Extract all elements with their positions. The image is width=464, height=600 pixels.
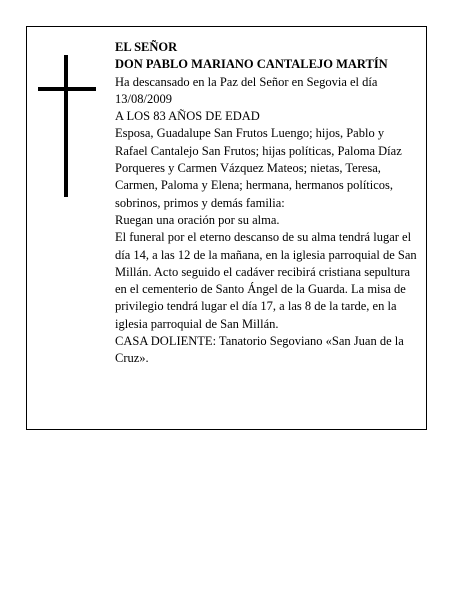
mourning-home: CASA DOLIENTE: Tanatorio Segoviano «San Juan de la Cruz». (115, 334, 404, 366)
cross-icon (64, 55, 68, 197)
obituary-title: EL SEÑOR (115, 40, 178, 54)
cross-icon-crossbar (38, 87, 96, 91)
rest-statement: Ha descansado en la Paz del Señor en Segovia el día 13/08/2009 (115, 74, 378, 106)
family-list: Esposa, Guadalupe San Frutos Luengo; hijos, Pablo y Rafael Cantalejo San Frutos; hijas políticas, Paloma Díaz Porqueres y Carmen Vázquez Mateos; nietas, Teresa, Carmen, Paloma y Elena; hermana, hermanos políticos, sobrinos, primos y demás familia: (115, 126, 402, 210)
deceased-name: DON PABLO MARIANO CANTALEJO MARTÍN (115, 57, 388, 72)
obituary-text (115, 39, 419, 368)
age-line: A LOS 83 AÑOS DE EDAD (115, 109, 260, 124)
prayer-request: Ruegan una oración por su alma. (115, 212, 280, 227)
funeral-details: El funeral por el eterno descanso de su alma tendrá lugar el día 14, a las 12 de la mañana, en la iglesia parroquial de San Millán. Acto seguido el cadáver recibirá cristiana sepultura en el cementerio de Santo Ángel de la Guarda. La misa de privilegio tendrá lugar el día 17, a las 8 de la tarde, en la iglesia parroquial de San Millán. (115, 230, 417, 331)
